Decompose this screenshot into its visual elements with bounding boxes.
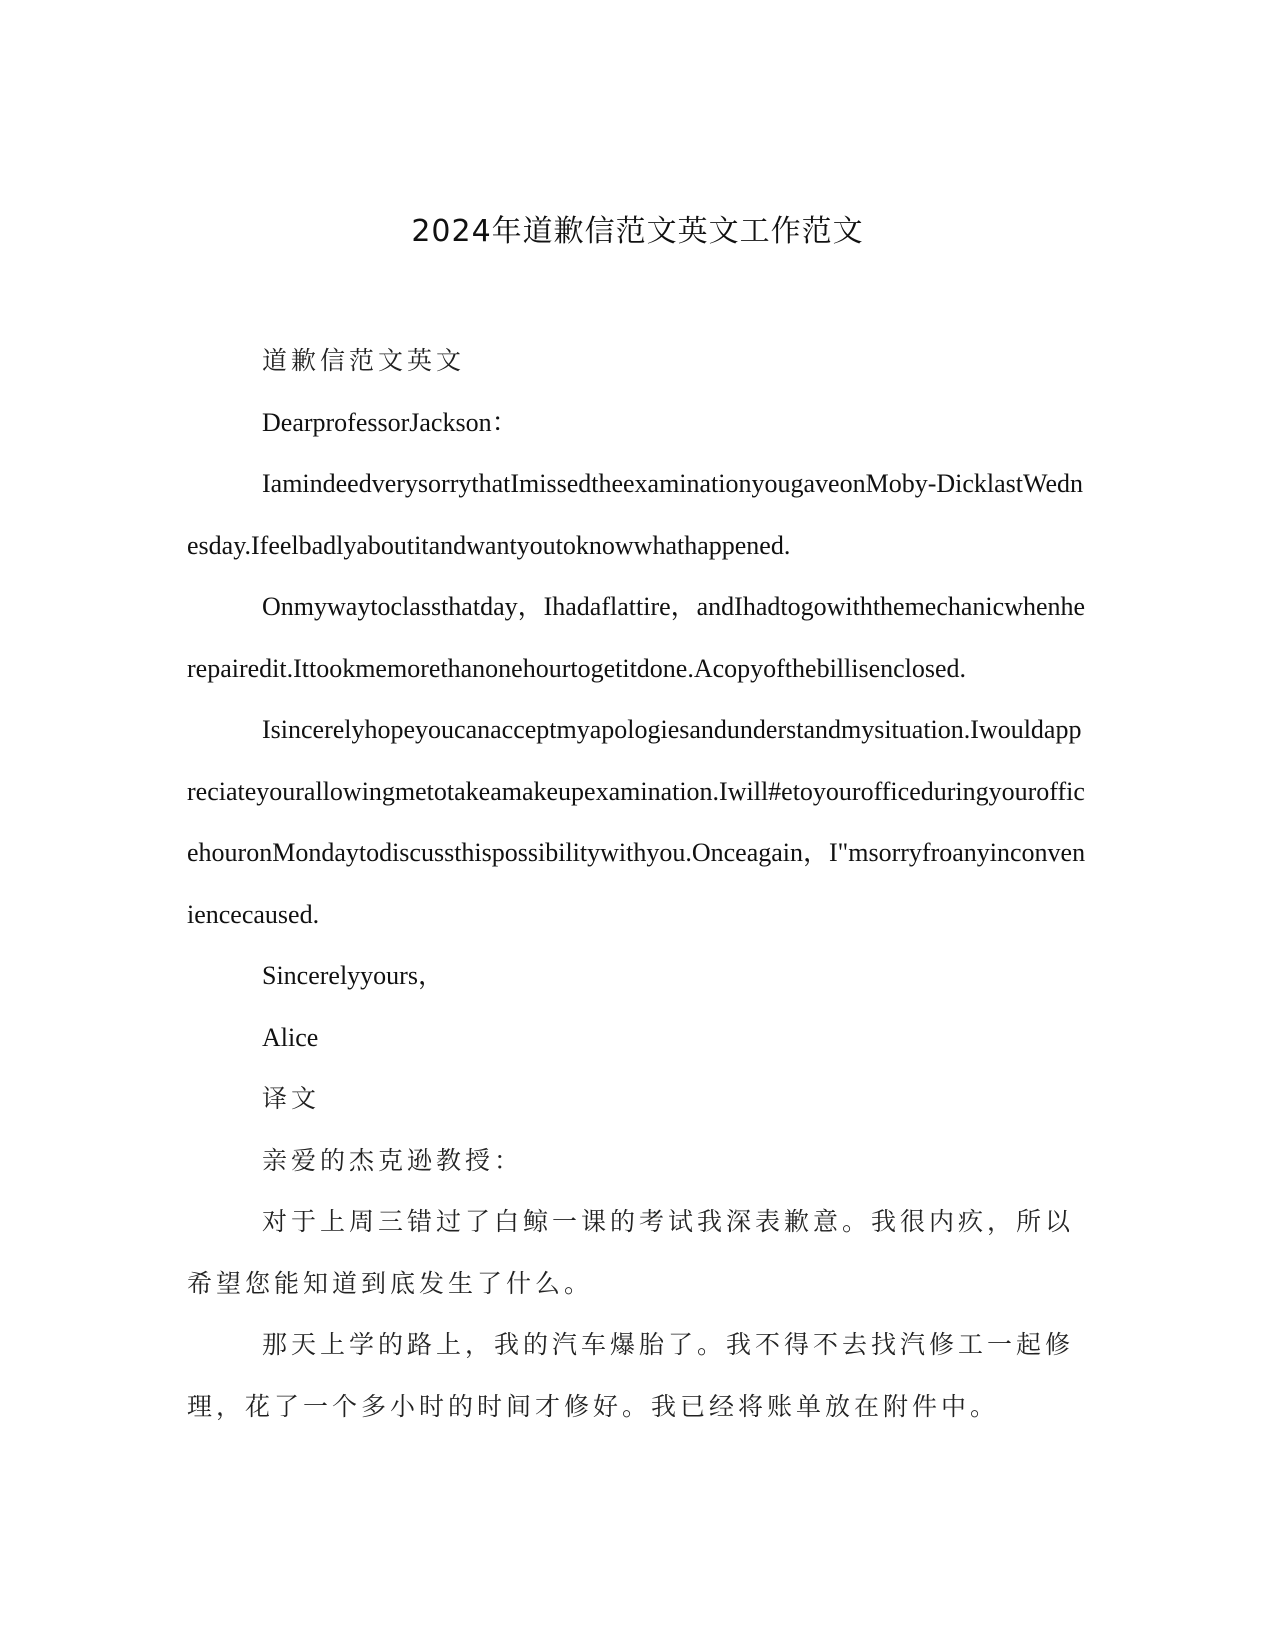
translation-salutation: 亲爱的杰克逊教授： xyxy=(262,1145,524,1175)
letter-paragraph-apology: IamindeedverysorrythatImissedtheexaminationyougaveonMoby-DicklastWednesday.Ifeelbadlyaboutitandwantyoutoknowwhathappened. xyxy=(187,469,1084,560)
translation-paragraph-apology: 对于上周三错过了白鲸一课的考试我深表歉意。我很内疚，所以希望您能知道到底发生了什么。 xyxy=(187,1207,1075,1298)
document-body xyxy=(187,330,1087,1437)
section-heading-translation: 译文 xyxy=(262,1084,321,1113)
letter-salutation: DearprofessorJackson： xyxy=(262,407,518,437)
section-heading-english-sample: 道歉信范文英文 xyxy=(262,346,466,375)
letter-paragraph-reason: Onmywaytoclassthatday，Ihadaflattire，andIhadtogowiththemechanicwhenherepairedit.Ittookmemorethanonehourtogetitdone.Acopyofthebillisenclosed. xyxy=(187,592,1086,683)
letter-paragraph-request: Isincerelyhopeyoucanacceptmyapologiesandunderstandmysituation.Iwouldappreciateyourallowingmetotakeamakeupexamination.Iwill#etoyourofficeduringyourofficehouronMondaytodiscussthispossibilitywithyou.Onceagain，I"msorryfroanyinconveniencecaused. xyxy=(187,715,1086,929)
translation-paragraph-reason: 那天上学的路上，我的汽车爆胎了。我不得不去找汽修工一起修理，花了一个多小时的时间才修好。我已经将账单放在附件中。 xyxy=(187,1330,1075,1421)
letter-closing: Sincerelyyours， xyxy=(262,961,444,990)
letter-signature: Alice xyxy=(262,1022,319,1052)
document-title: 2024年道歉信范文英文工作范文 xyxy=(411,214,864,249)
